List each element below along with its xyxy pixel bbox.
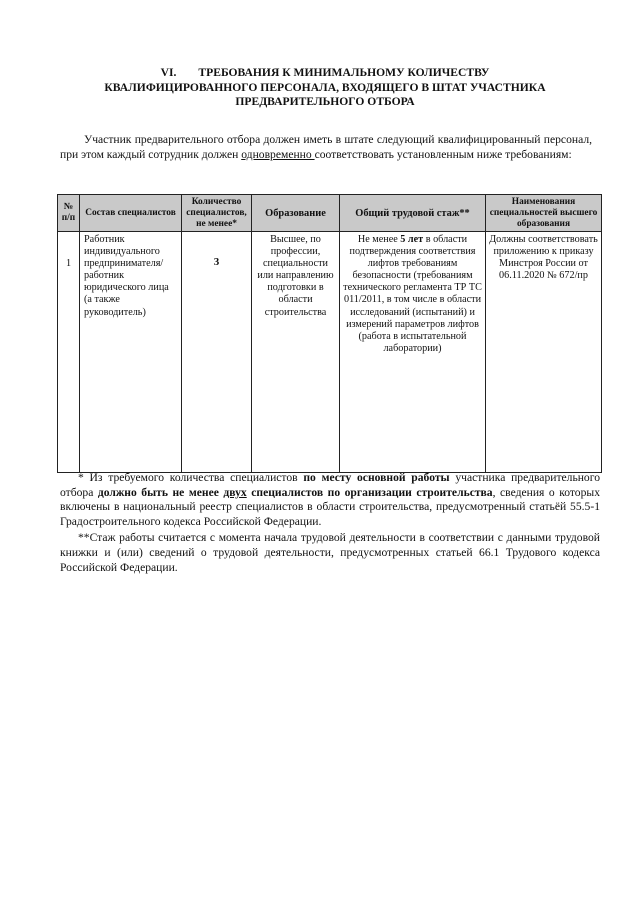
footnote-1-bold-c: специалистов по организации строительства [246, 485, 493, 499]
cell-quantity: 3 [182, 232, 252, 473]
header-number: № п/п [58, 195, 80, 232]
cell-specialties: Должны соответствовать приложению к приказу Минстроя России от 06.11.2020 № 672/пр [486, 232, 602, 473]
experience-text-start: Не менее [357, 234, 401, 245]
intro-text-end: соответствовать установленным ниже требованиям: [314, 147, 572, 161]
footnote-2 [60, 531, 600, 575]
section-heading [60, 66, 590, 110]
section-title-line1: ТРЕБОВАНИЯ К МИНИМАЛЬНОМУ КОЛИЧЕСТВУ [198, 66, 490, 79]
footnote-1-text-c: , сведения о которых включены в национальный реестр специалистов в области строительства, предусмотренный статьёй 55.5-1 Градостроительного кодекса Российской Федерации. [60, 485, 600, 528]
intro-paragraph [60, 133, 592, 162]
footnote-1-underlined: двух [223, 485, 247, 499]
table-header-row [58, 195, 602, 232]
header-experience: Общий трудовой стаж** [340, 195, 486, 232]
experience-text-rest: в области подтверждения соответствия лифтов требованиям безопасности (требованиям технического регламента ТР ТС 011/2011, в том числе в области исследований (испытаний) и измерений параметров лифтов (работа в испытательной лаборатории) [343, 234, 482, 354]
footnote-1-bold-a: по месту основной работы [303, 471, 450, 484]
cell-composition: Работник индивидуального предпринимателя/ работник юридического лица (а также руководитель) [80, 232, 182, 473]
header-education: Образование [252, 195, 340, 232]
intro-underlined-word: одновременно [241, 147, 315, 161]
footnote-2-text: **Стаж работы считается с момента начала трудовой деятельности в соответствии с данными трудовой книжки и (или) сведений о трудовой деятельности, предусмотренных статьей 66.1 Трудового кодекса Российской Федерации. [60, 531, 600, 574]
footnote-1-text-b: участника предварительного отбора [60, 471, 600, 499]
intro-text: Участник предварительного отбора должен иметь в штате следующий квалифицированный персонал, при этом каждый сотрудник должен [60, 133, 592, 161]
cell-education: Высшее, по профессии, специальности или направлению подготовки в области строительства [252, 232, 340, 473]
experience-years: 5 лет [400, 234, 424, 245]
header-composition: Состав специалистов [80, 195, 182, 232]
section-title-line2: КВАЛИФИЦИРОВАННОГО ПЕРСОНАЛА, ВХОДЯЩЕГО В ШТАТ УЧАСТНИКА [104, 80, 546, 94]
footnote-1 [60, 471, 600, 529]
requirements-table [57, 194, 602, 473]
footnote-1-text: * Из требуемого количества специалистов [78, 471, 304, 484]
section-number: VI. [160, 66, 177, 79]
cell-number: 1 [58, 232, 80, 473]
footnote-1-bold-b: должно быть не менее [97, 485, 224, 499]
table-row [58, 232, 602, 473]
footnotes [60, 471, 600, 577]
cell-experience [340, 232, 486, 473]
section-title-line3: ПРЕДВАРИТЕЛЬНОГО ОТБОРА [235, 95, 415, 108]
header-specialties: Наименования специальностей высшего образования [486, 195, 602, 232]
header-quantity: Количество специалистов, не менее* [182, 195, 252, 232]
